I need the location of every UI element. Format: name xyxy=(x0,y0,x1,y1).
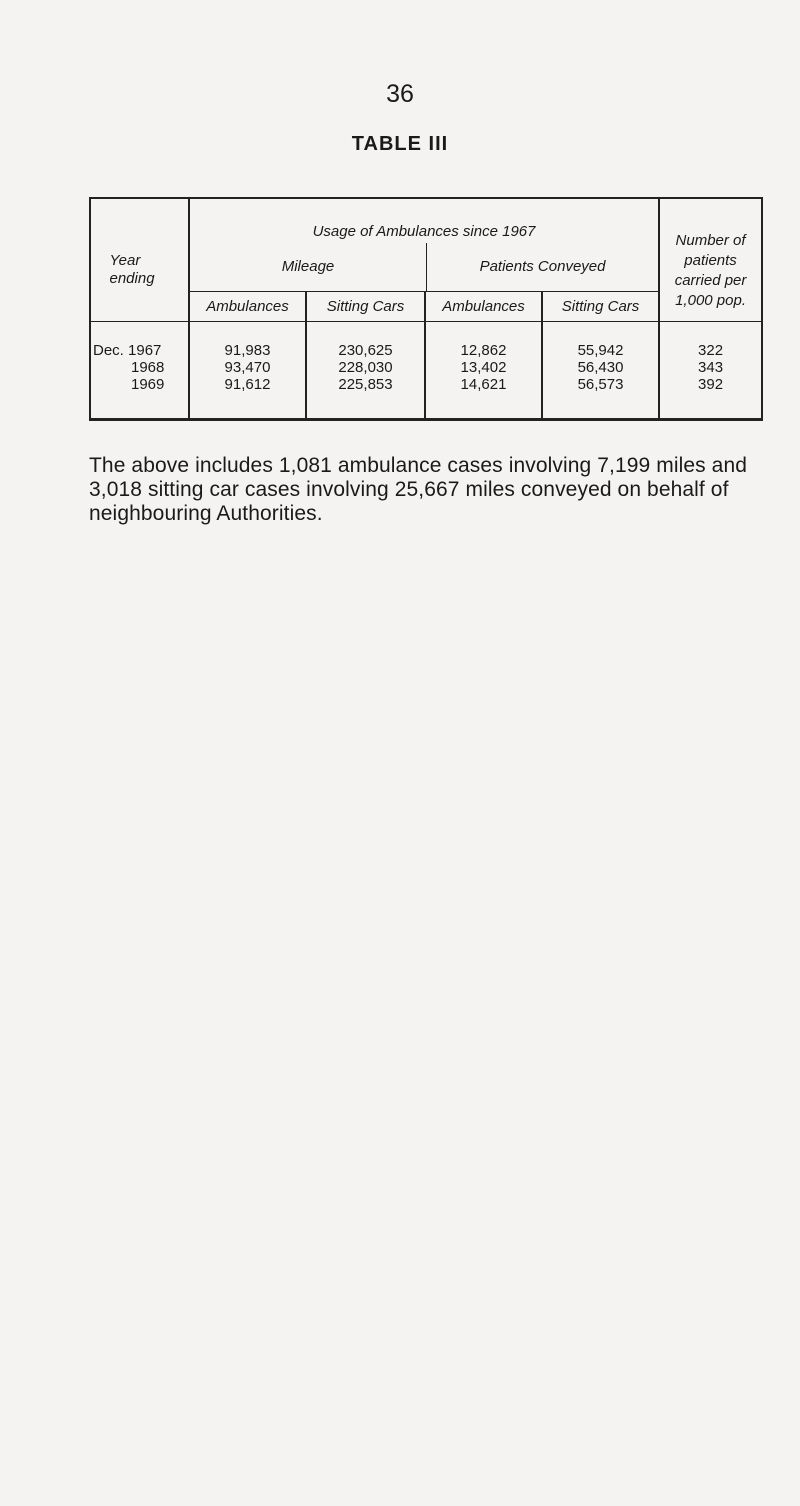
year-cell: 1969 xyxy=(90,376,189,393)
rate-header xyxy=(659,198,762,321)
ambulance-usage-table xyxy=(89,197,763,421)
patients-sitting-cars-cell: 55,942 xyxy=(542,342,659,359)
per-1000-cell: 322 xyxy=(659,342,762,359)
subheader-patients-sitting-cars: Sitting Cars xyxy=(542,292,659,321)
mileage-ambulances-cell: 91,612 xyxy=(189,376,306,393)
usage-group-title: Usage of Ambulances since 1967 xyxy=(312,223,536,240)
year-ending-header xyxy=(90,198,189,321)
page-number: 36 xyxy=(386,80,414,108)
per-1000-cell: 392 xyxy=(659,376,762,393)
patients-conveyed-header: Patients Conveyed xyxy=(479,258,606,275)
patients-sitting-cars-cell: 56,430 xyxy=(542,359,659,376)
year-cell: 1968 xyxy=(90,359,189,376)
mileage-sitting-cars-cell: 228,030 xyxy=(306,359,425,376)
table-row xyxy=(90,359,762,376)
table-row xyxy=(90,342,762,359)
patients-ambulances-cell: 12,862 xyxy=(425,342,542,359)
year-cell: Dec. 1967 xyxy=(90,342,189,359)
year-ending-header-label: Year ending xyxy=(109,251,155,287)
subheader-mileage-ambulances: Ambulances xyxy=(189,292,306,321)
mileage-ambulances-cell: 93,470 xyxy=(189,359,306,376)
subheader-mileage-sitting-cars: Sitting Cars xyxy=(306,292,425,321)
patients-sitting-cars-cell: 56,573 xyxy=(542,376,659,393)
table-row xyxy=(90,376,762,393)
mileage-header: Mileage xyxy=(190,243,427,291)
rate-header-label: Number of patients carried per 1,000 pop. xyxy=(674,231,747,309)
per-1000-cell: 343 xyxy=(659,359,762,376)
mileage-ambulances-cell: 91,983 xyxy=(189,342,306,359)
subheader-patients-ambulances: Ambulances xyxy=(425,292,542,321)
note-paragraph: The above includes 1,081 ambulance cases involving 7,199 miles and 3,018 sitting car cases involving 25,667 miles conveyed on behalf of neighbouring Authorities. xyxy=(89,454,748,525)
patients-ambulances-cell: 14,621 xyxy=(425,376,542,393)
table-title: TABLE III xyxy=(351,133,449,155)
mileage-sitting-cars-cell: 225,853 xyxy=(306,376,425,393)
usage-group-header xyxy=(189,198,659,292)
mileage-sitting-cars-cell: 230,625 xyxy=(306,342,425,359)
patients-ambulances-cell: 13,402 xyxy=(425,359,542,376)
